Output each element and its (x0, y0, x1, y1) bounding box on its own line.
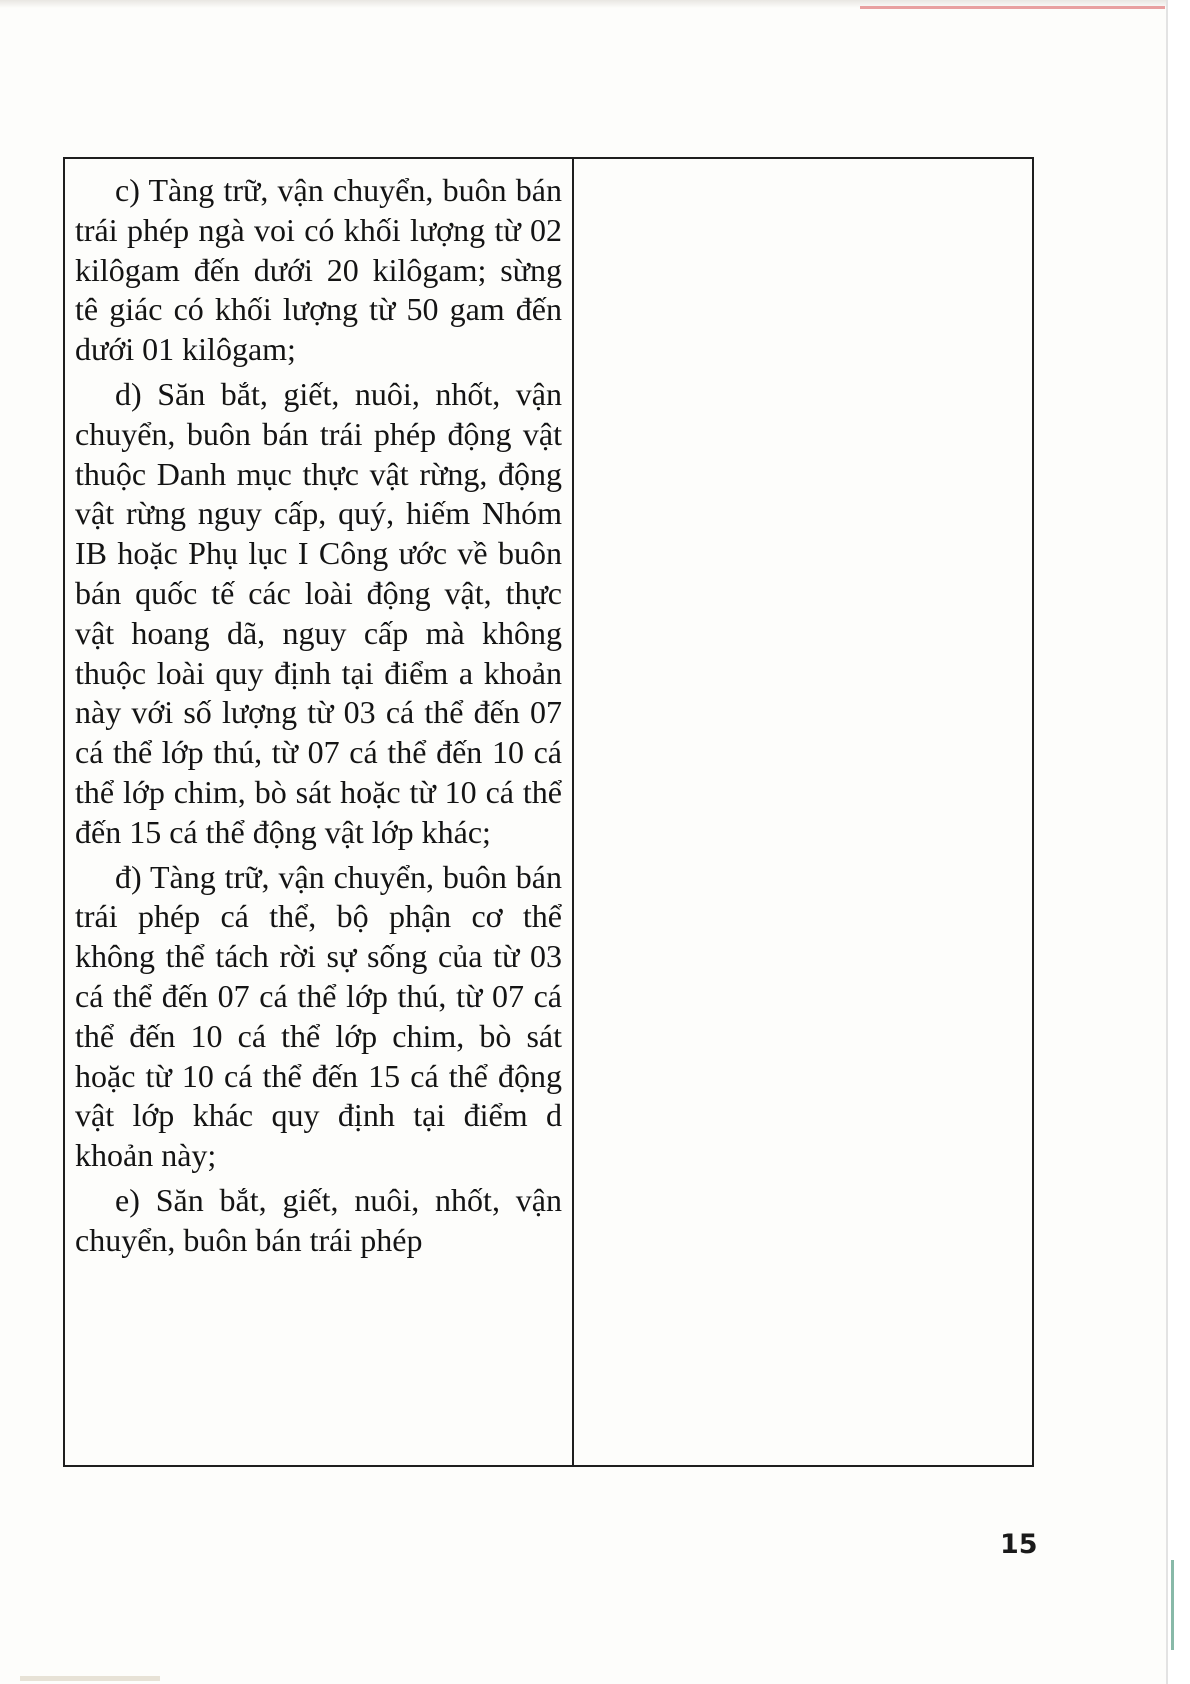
table-right-column (574, 159, 1032, 1465)
paragraph-d: d) Săn bắt, giết, nuôi, nhốt, vận chuyển, buôn bán trái phép động vật thuộc Danh mục thực vật rừng, động vật rừng nguy cấp, quý, hiếm Nhóm IB hoặc Phụ lục I Công ước về buôn bán quốc tế các loài động vật, thực vật hoang dã, nguy cấp mà không thuộc loài quy định tại điểm a khoản này với số lượng từ 03 cá thể đến 07 cá thể lớp thú, từ 07 cá thể đến 10 cá thể lớp chim, bò sát hoặc từ 10 cá thể đến 15 cá thể động vật lớp khác; (75, 375, 562, 850)
table-left-column (65, 159, 574, 1465)
page-right-edge (1166, 0, 1190, 1684)
paragraph-c: c) Tàng trữ, vận chuyển, buôn bán trái phép ngà voi có khối lượng từ 02 kilôgam đến dưới 20 kilôgam; sừng tê giác có khối lượng từ 50 gam đến dưới 01 kilôgam; (75, 172, 562, 368)
paragraph-dd: đ) Tàng trữ, vận chuyển, buôn bán trái phép cá thể, bộ phận cơ thể không thể tách rời sự sống của từ 03 cá thể đến 07 cá thể lớp thú, từ 07 cá thể đến 10 cá thể lớp chim, bò sát hoặc từ 10 cá thể đến 15 cá thể động vật lớp khác quy định tại điểm d khoản này; (75, 858, 562, 1174)
document-table (63, 157, 1034, 1467)
page-top-red-mark (860, 6, 1165, 9)
page-bottom-edge (20, 1676, 160, 1681)
page-right-accent (1171, 1560, 1174, 1650)
paragraph-e: e) Săn bắt, giết, nuôi, nhốt, vận chuyển, buôn bán trái phép (75, 1181, 562, 1258)
page-number: 15 (1000, 1529, 1038, 1560)
